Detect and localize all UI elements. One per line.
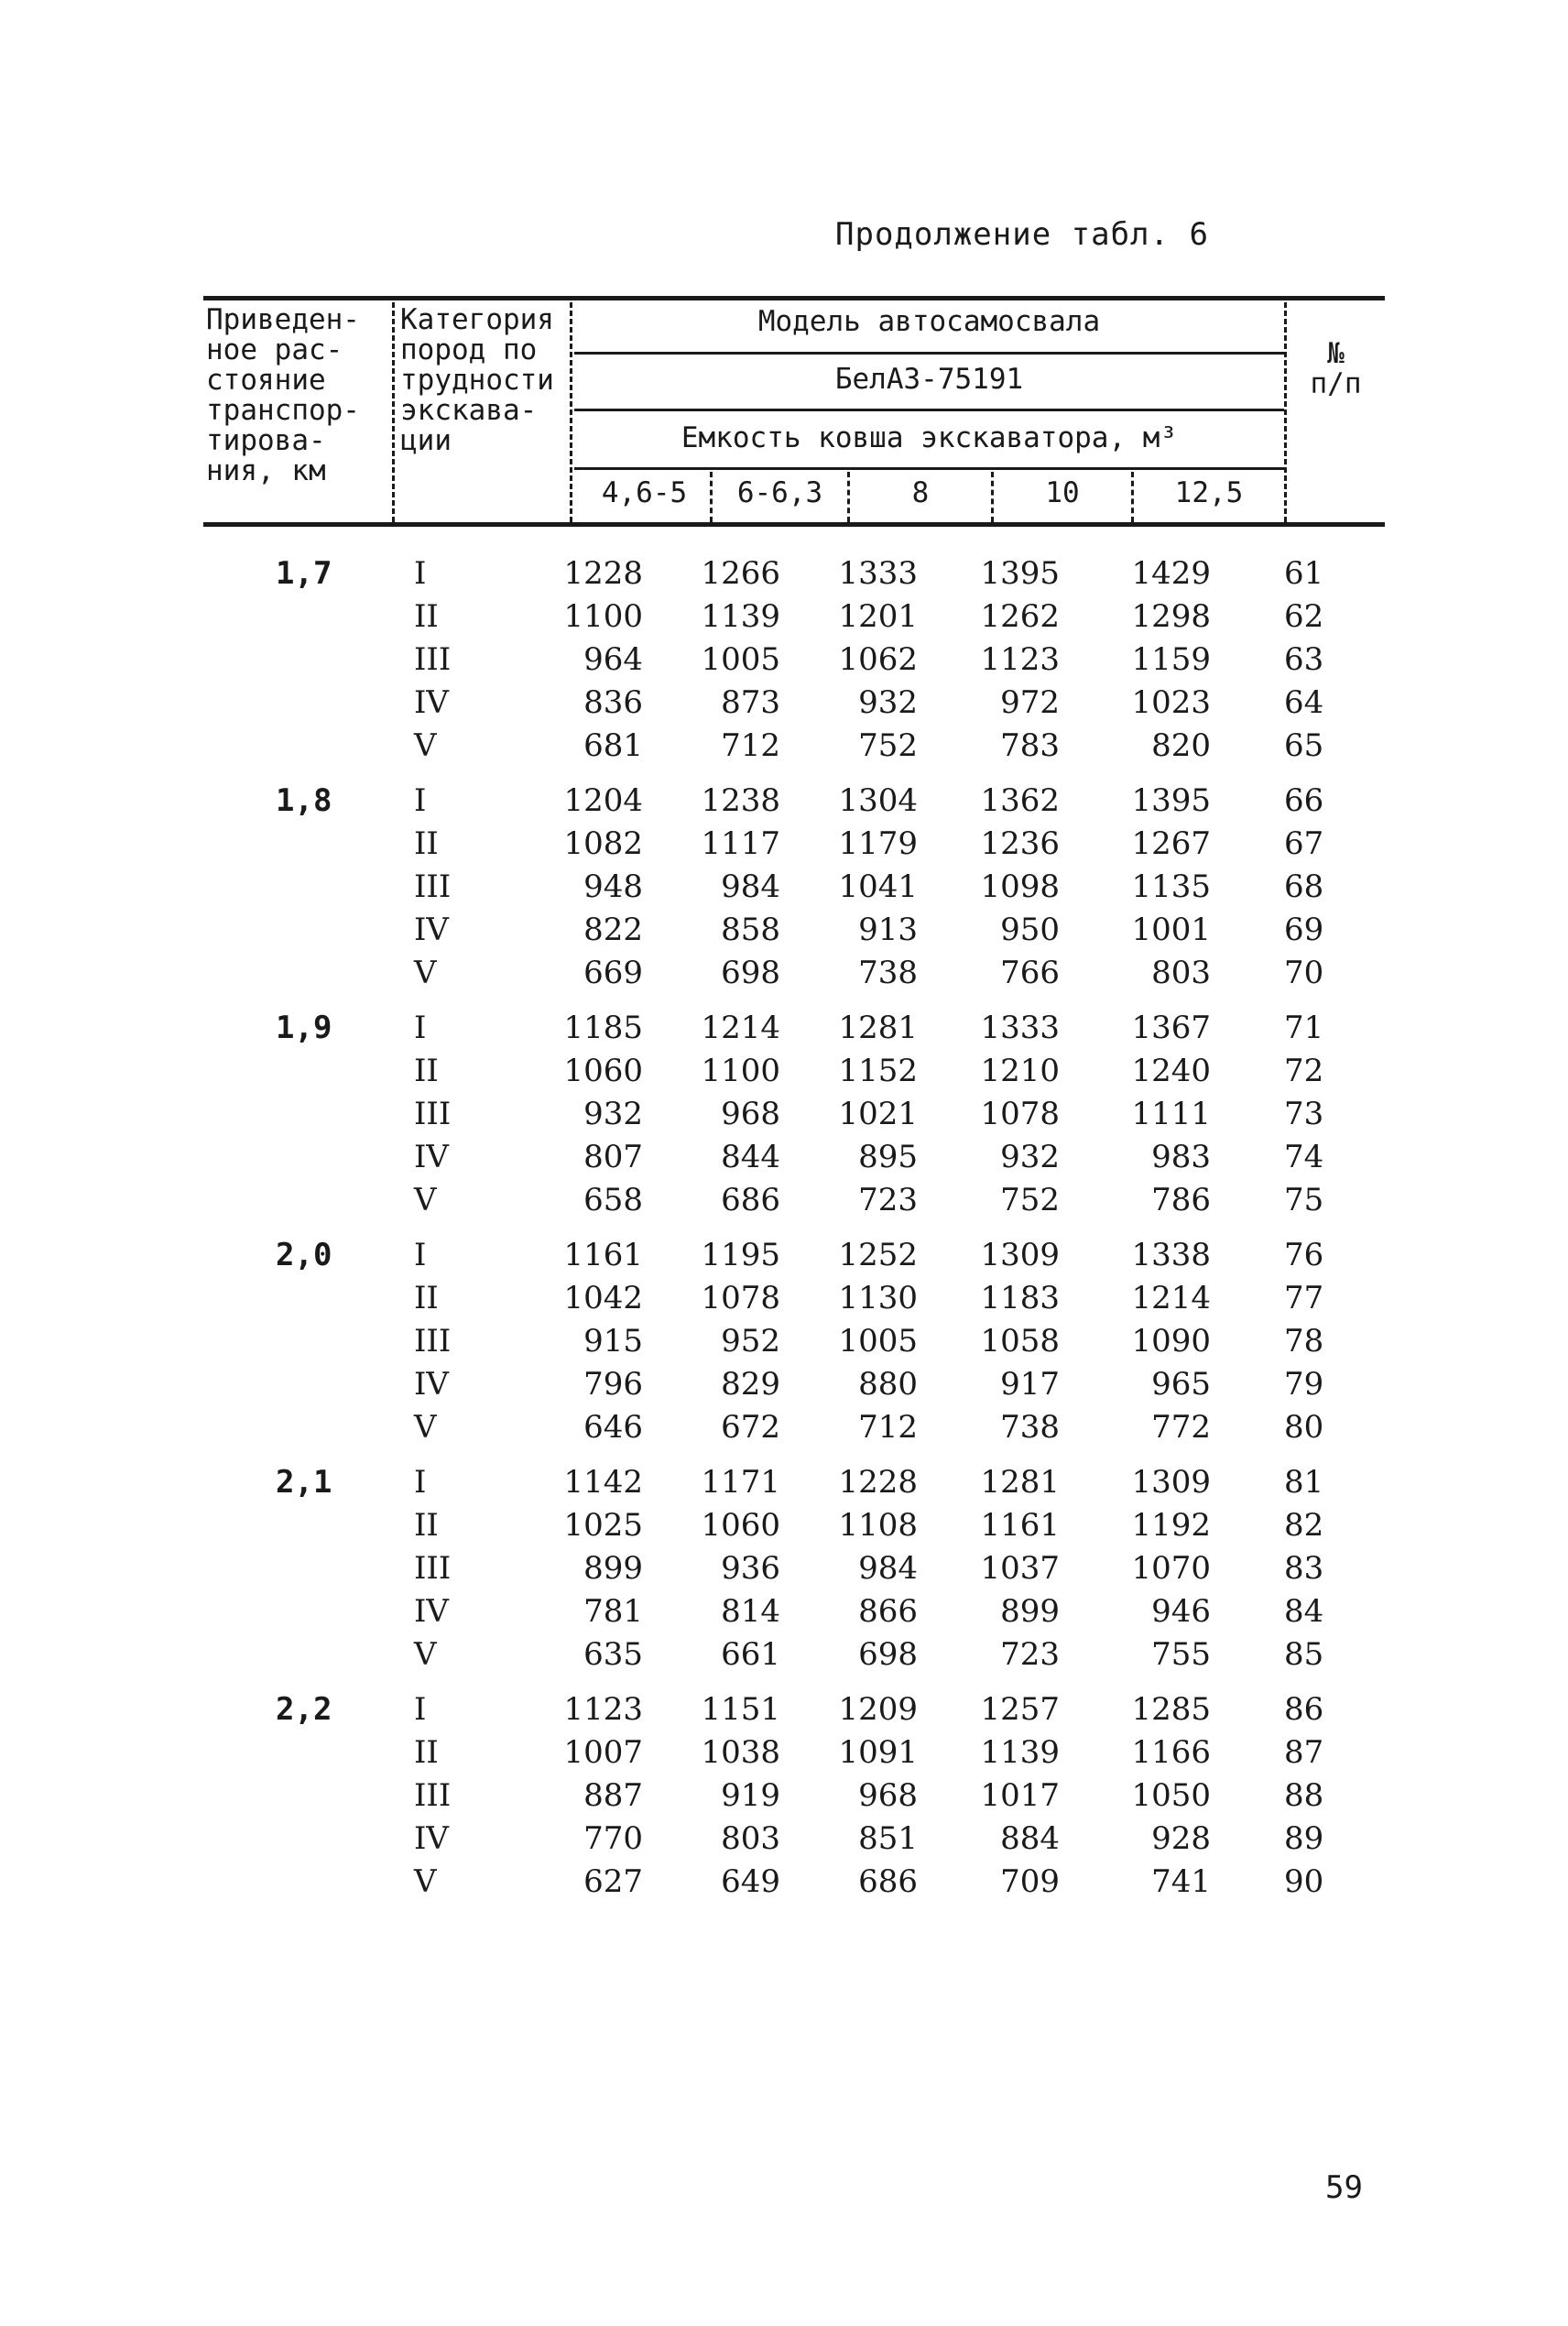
row-number-cell: 78 <box>1284 1323 1324 1360</box>
value-cell: 783 <box>1000 727 1060 764</box>
value-cell: 1210 <box>980 1053 1060 1089</box>
value-cell: 1070 <box>1131 1550 1211 1587</box>
value-cell: 803 <box>721 1820 780 1857</box>
value-cell: 1267 <box>1131 825 1211 862</box>
table-row <box>203 1633 1385 1676</box>
category-cell: V <box>414 727 437 764</box>
value-cell: 950 <box>1000 912 1060 948</box>
category-cell: II <box>414 825 439 862</box>
row-number-cell: 61 <box>1284 555 1324 592</box>
value-cell: 1179 <box>838 825 918 862</box>
value-cell: 915 <box>583 1323 643 1360</box>
category-cell: I <box>414 782 427 819</box>
value-cell: 646 <box>583 1409 643 1446</box>
value-cell: 1100 <box>701 1053 780 1089</box>
value-cell: 698 <box>721 955 780 991</box>
value-cell: 1214 <box>701 1010 780 1046</box>
value-cell: 917 <box>1000 1366 1060 1403</box>
category-cell: II <box>414 1053 439 1089</box>
category-cell: IV <box>414 1820 449 1857</box>
value-cell: 1023 <box>1131 684 1211 721</box>
table-row <box>203 725 1385 768</box>
table-row <box>203 639 1385 682</box>
distance-cell: 2,2 <box>276 1691 332 1728</box>
table-row <box>203 823 1385 866</box>
value-cell: 1281 <box>838 1010 918 1046</box>
value-cell: 1062 <box>838 641 918 678</box>
row-number-cell: 64 <box>1284 684 1324 721</box>
row-number-cell: 88 <box>1284 1777 1324 1814</box>
row-number-cell: 89 <box>1284 1820 1324 1857</box>
value-cell: 820 <box>1151 727 1211 764</box>
value-cell: 1362 <box>980 782 1060 819</box>
row-number-cell: 80 <box>1284 1409 1324 1446</box>
table-row <box>203 1007 1385 1050</box>
value-cell: 1041 <box>838 868 918 905</box>
distance-group <box>203 552 1385 780</box>
table-row <box>203 1461 1385 1504</box>
value-cell: 1429 <box>1131 555 1211 592</box>
value-cell: 752 <box>1000 1182 1060 1218</box>
distance-cell: 1,8 <box>276 782 332 819</box>
header-bucket-size-5: 12,5 <box>1174 476 1244 509</box>
table-row <box>203 1688 1385 1731</box>
value-cell: 1111 <box>1131 1096 1211 1132</box>
value-cell: 1333 <box>838 555 918 592</box>
category-cell: V <box>414 1409 437 1446</box>
table-row <box>203 552 1385 595</box>
table-row <box>203 866 1385 909</box>
value-cell: 686 <box>858 1863 918 1900</box>
value-cell: 1338 <box>1131 1237 1211 1273</box>
value-cell: 1214 <box>1131 1280 1211 1316</box>
value-cell: 669 <box>583 955 643 991</box>
value-cell: 1304 <box>838 782 918 819</box>
value-cell: 983 <box>1151 1139 1211 1175</box>
page-number: 59 <box>1325 2169 1363 2206</box>
table-row <box>203 1277 1385 1320</box>
value-cell: 1367 <box>1131 1010 1211 1046</box>
value-cell: 786 <box>1151 1182 1211 1218</box>
category-cell: I <box>414 1010 427 1046</box>
header-top-rule <box>203 296 1385 300</box>
value-cell: 796 <box>583 1366 643 1403</box>
value-cell: 1050 <box>1131 1777 1211 1814</box>
value-cell: 1252 <box>838 1237 918 1273</box>
header-truck-model: БелАЗ-75191 <box>834 363 1024 396</box>
category-cell: I <box>414 1691 427 1728</box>
row-number-cell: 71 <box>1284 1010 1324 1046</box>
value-cell: 1152 <box>838 1053 918 1089</box>
table-row <box>203 1818 1385 1861</box>
row-number-cell: 75 <box>1284 1182 1324 1218</box>
row-number-cell: 69 <box>1284 912 1324 948</box>
value-cell: 1091 <box>838 1734 918 1771</box>
value-cell: 686 <box>721 1182 780 1218</box>
category-cell: IV <box>414 1593 449 1630</box>
category-cell: IV <box>414 684 449 721</box>
value-cell: 1240 <box>1131 1053 1211 1089</box>
row-number-cell: 79 <box>1284 1366 1324 1403</box>
distance-cell: 2,0 <box>276 1237 332 1273</box>
category-cell: III <box>414 1777 452 1814</box>
value-cell: 1139 <box>980 1734 1060 1771</box>
value-cell: 946 <box>1151 1593 1211 1630</box>
value-cell: 1309 <box>1131 1464 1211 1501</box>
value-cell: 1395 <box>1131 782 1211 819</box>
value-cell: 1257 <box>980 1691 1060 1728</box>
truck-underline <box>574 409 1284 411</box>
distance-cell: 1,7 <box>276 555 332 592</box>
value-cell: 741 <box>1151 1863 1211 1900</box>
value-cell: 723 <box>858 1182 918 1218</box>
category-cell: II <box>414 1507 439 1544</box>
table-row <box>203 1136 1385 1179</box>
value-cell: 627 <box>583 1863 643 1900</box>
value-cell: 1017 <box>980 1777 1060 1814</box>
value-cell: 1309 <box>980 1237 1060 1273</box>
value-cell: 1262 <box>980 598 1060 635</box>
value-cell: 1266 <box>701 555 780 592</box>
row-number-cell: 67 <box>1284 825 1324 862</box>
value-cell: 1298 <box>1131 598 1211 635</box>
value-cell: 1204 <box>563 782 643 819</box>
value-cell: 1078 <box>701 1280 780 1316</box>
value-cell: 1060 <box>701 1507 780 1544</box>
row-number-cell: 86 <box>1284 1691 1324 1728</box>
value-cell: 932 <box>1000 1139 1060 1175</box>
value-cell: 873 <box>721 684 780 721</box>
value-cell: 899 <box>583 1550 643 1587</box>
row-number-cell: 77 <box>1284 1280 1324 1316</box>
value-cell: 1007 <box>563 1734 643 1771</box>
value-cell: 698 <box>858 1636 918 1673</box>
row-number-cell: 85 <box>1284 1636 1324 1673</box>
value-cell: 1005 <box>838 1323 918 1360</box>
value-cell: 965 <box>1151 1366 1211 1403</box>
row-number-cell: 63 <box>1284 641 1324 678</box>
value-cell: 1001 <box>1131 912 1211 948</box>
category-cell: IV <box>414 912 449 948</box>
value-cell: 1108 <box>838 1507 918 1544</box>
value-cell: 829 <box>721 1366 780 1403</box>
table-row <box>203 1731 1385 1775</box>
row-number-cell: 84 <box>1284 1593 1324 1630</box>
row-number-cell: 82 <box>1284 1507 1324 1544</box>
header-bucket-size-1: 4,6-5 <box>601 476 688 509</box>
row-number-cell: 73 <box>1284 1096 1324 1132</box>
header-bucket-size-3: 8 <box>911 476 930 509</box>
value-cell: 1117 <box>701 825 780 862</box>
distance-group <box>203 1688 1385 1916</box>
value-cell: 858 <box>721 912 780 948</box>
value-cell: 1098 <box>980 868 1060 905</box>
value-cell: 712 <box>721 727 780 764</box>
value-cell: 1123 <box>980 641 1060 678</box>
value-cell: 1159 <box>1131 641 1211 678</box>
value-cell: 1130 <box>838 1280 918 1316</box>
header-model: Модель автосамосвала <box>757 305 1101 338</box>
value-cell: 635 <box>583 1636 643 1673</box>
value-cell: 984 <box>721 868 780 905</box>
value-cell: 1195 <box>701 1237 780 1273</box>
value-cell: 709 <box>1000 1863 1060 1900</box>
value-cell: 1037 <box>980 1550 1060 1587</box>
table-caption: Продолжение табл. 6 <box>835 216 1209 253</box>
category-cell: III <box>414 868 452 905</box>
category-cell: III <box>414 641 452 678</box>
category-cell: V <box>414 1863 437 1900</box>
category-cell: III <box>414 1096 452 1132</box>
table-row <box>203 1234 1385 1277</box>
value-cell: 887 <box>583 1777 643 1814</box>
table-row <box>203 1363 1385 1406</box>
value-cell: 1228 <box>563 555 643 592</box>
value-cell: 1060 <box>563 1053 643 1089</box>
category-cell: I <box>414 555 427 592</box>
value-cell: 712 <box>858 1409 918 1446</box>
table-row <box>203 1775 1385 1818</box>
value-cell: 803 <box>1151 955 1211 991</box>
value-cell: 836 <box>583 684 643 721</box>
table-row <box>203 1406 1385 1449</box>
table-row <box>203 952 1385 995</box>
category-cell: II <box>414 1280 439 1316</box>
row-number-cell: 83 <box>1284 1550 1324 1587</box>
header-bucket-size-4: 10 <box>1045 476 1080 509</box>
value-cell: 884 <box>1000 1820 1060 1857</box>
table-row <box>203 1590 1385 1633</box>
value-cell: 1142 <box>563 1464 643 1501</box>
value-cell: 1161 <box>563 1237 643 1273</box>
header-row-number: № п/п <box>1310 337 1362 400</box>
value-cell: 723 <box>1000 1636 1060 1673</box>
row-number-cell: 66 <box>1284 782 1324 819</box>
value-cell: 1395 <box>980 555 1060 592</box>
row-number-cell: 87 <box>1284 1734 1324 1771</box>
value-cell: 1135 <box>1131 868 1211 905</box>
row-number-cell: 74 <box>1284 1139 1324 1175</box>
value-cell: 913 <box>858 912 918 948</box>
value-cell: 1078 <box>980 1096 1060 1132</box>
value-cell: 932 <box>858 684 918 721</box>
value-cell: 1238 <box>701 782 780 819</box>
header-distance: Приведен- ное рас- стояние транспор- тирова- ния, км <box>206 303 360 487</box>
table-row <box>203 1050 1385 1093</box>
value-cell: 661 <box>721 1636 780 1673</box>
value-cell: 899 <box>1000 1593 1060 1630</box>
row-number-cell: 65 <box>1284 727 1324 764</box>
value-cell: 1100 <box>563 598 643 635</box>
value-cell: 880 <box>858 1366 918 1403</box>
table-row <box>203 1093 1385 1136</box>
value-cell: 936 <box>721 1550 780 1587</box>
value-cell: 928 <box>1151 1820 1211 1857</box>
value-cell: 984 <box>858 1550 918 1587</box>
value-cell: 1228 <box>838 1464 918 1501</box>
category-cell: II <box>414 598 439 635</box>
value-cell: 866 <box>858 1593 918 1630</box>
value-cell: 844 <box>721 1139 780 1175</box>
value-cell: 755 <box>1151 1636 1211 1673</box>
table-row <box>203 1179 1385 1222</box>
value-cell: 1183 <box>980 1280 1060 1316</box>
distance-group <box>203 1234 1385 1461</box>
value-cell: 1209 <box>838 1691 918 1728</box>
value-cell: 1151 <box>701 1691 780 1728</box>
bucket-underline <box>574 467 1284 470</box>
value-cell: 822 <box>583 912 643 948</box>
row-number-cell: 72 <box>1284 1053 1324 1089</box>
value-cell: 952 <box>721 1323 780 1360</box>
value-cell: 972 <box>1000 684 1060 721</box>
value-cell: 1042 <box>563 1280 643 1316</box>
category-cell: III <box>414 1550 452 1587</box>
category-cell: IV <box>414 1139 449 1175</box>
value-cell: 1192 <box>1131 1507 1211 1544</box>
row-number-cell: 62 <box>1284 598 1324 635</box>
value-cell: 649 <box>721 1863 780 1900</box>
value-cell: 851 <box>858 1820 918 1857</box>
value-cell: 1123 <box>563 1691 643 1728</box>
row-number-cell: 90 <box>1284 1863 1324 1900</box>
value-cell: 964 <box>583 641 643 678</box>
distance-cell: 2,1 <box>276 1464 332 1501</box>
value-cell: 781 <box>583 1593 643 1630</box>
value-cell: 1236 <box>980 825 1060 862</box>
value-cell: 1058 <box>980 1323 1060 1360</box>
value-cell: 772 <box>1151 1409 1211 1446</box>
value-cell: 1171 <box>701 1464 780 1501</box>
distance-group <box>203 780 1385 1007</box>
row-number-cell: 70 <box>1284 955 1324 991</box>
value-cell: 681 <box>583 727 643 764</box>
value-cell: 1005 <box>701 641 780 678</box>
value-cell: 968 <box>858 1777 918 1814</box>
distance-group <box>203 1461 1385 1688</box>
table-row <box>203 682 1385 725</box>
header-bottom-rule <box>203 522 1385 527</box>
value-cell: 1082 <box>563 825 643 862</box>
table-row <box>203 909 1385 952</box>
value-cell: 1025 <box>563 1507 643 1544</box>
category-cell: V <box>414 1182 437 1218</box>
table-row <box>203 1547 1385 1590</box>
value-cell: 919 <box>721 1777 780 1814</box>
value-cell: 1185 <box>563 1010 643 1046</box>
value-cell: 766 <box>1000 955 1060 991</box>
distance-group <box>203 1007 1385 1234</box>
value-cell: 1021 <box>838 1096 918 1132</box>
value-cell: 738 <box>858 955 918 991</box>
category-cell: V <box>414 1636 437 1673</box>
row-number-cell: 68 <box>1284 868 1324 905</box>
category-cell: V <box>414 955 437 991</box>
table-row <box>203 1504 1385 1547</box>
category-cell: II <box>414 1734 439 1771</box>
value-cell: 895 <box>858 1139 918 1175</box>
table-row <box>203 1320 1385 1363</box>
header-bucket: Емкость ковша экскаватора, м³ <box>681 421 1178 454</box>
value-cell: 1285 <box>1131 1691 1211 1728</box>
category-cell: IV <box>414 1366 449 1403</box>
row-number-cell: 81 <box>1284 1464 1324 1501</box>
value-cell: 1333 <box>980 1010 1060 1046</box>
category-cell: III <box>414 1323 452 1360</box>
header-divider-3 <box>1284 302 1287 522</box>
header-divider-2 <box>570 302 572 522</box>
distance-cell: 1,9 <box>276 1010 332 1046</box>
value-cell: 1281 <box>980 1464 1060 1501</box>
value-cell: 770 <box>583 1820 643 1857</box>
table-row <box>203 595 1385 639</box>
value-cell: 968 <box>721 1096 780 1132</box>
table-row <box>203 1861 1385 1904</box>
value-cell: 1201 <box>838 598 918 635</box>
value-cell: 672 <box>721 1409 780 1446</box>
value-cell: 1166 <box>1131 1734 1211 1771</box>
row-number-cell: 76 <box>1284 1237 1324 1273</box>
value-cell: 932 <box>583 1096 643 1132</box>
category-cell: I <box>414 1237 427 1273</box>
header-divider-1 <box>392 302 395 522</box>
table-body <box>203 552 1385 1916</box>
value-cell: 1161 <box>980 1507 1060 1544</box>
header-bucket-size-2: 6-6,3 <box>736 476 823 509</box>
value-cell: 738 <box>1000 1409 1060 1446</box>
value-cell: 1139 <box>701 598 780 635</box>
value-cell: 1090 <box>1131 1323 1211 1360</box>
value-cell: 752 <box>858 727 918 764</box>
category-cell: I <box>414 1464 427 1501</box>
value-cell: 814 <box>721 1593 780 1630</box>
header-category: Категория пород по трудности экскава- ции <box>400 303 554 457</box>
value-cell: 948 <box>583 868 643 905</box>
value-cell: 1038 <box>701 1734 780 1771</box>
value-cell: 807 <box>583 1139 643 1175</box>
table-row <box>203 780 1385 823</box>
model-underline <box>574 352 1284 355</box>
value-cell: 658 <box>583 1182 643 1218</box>
